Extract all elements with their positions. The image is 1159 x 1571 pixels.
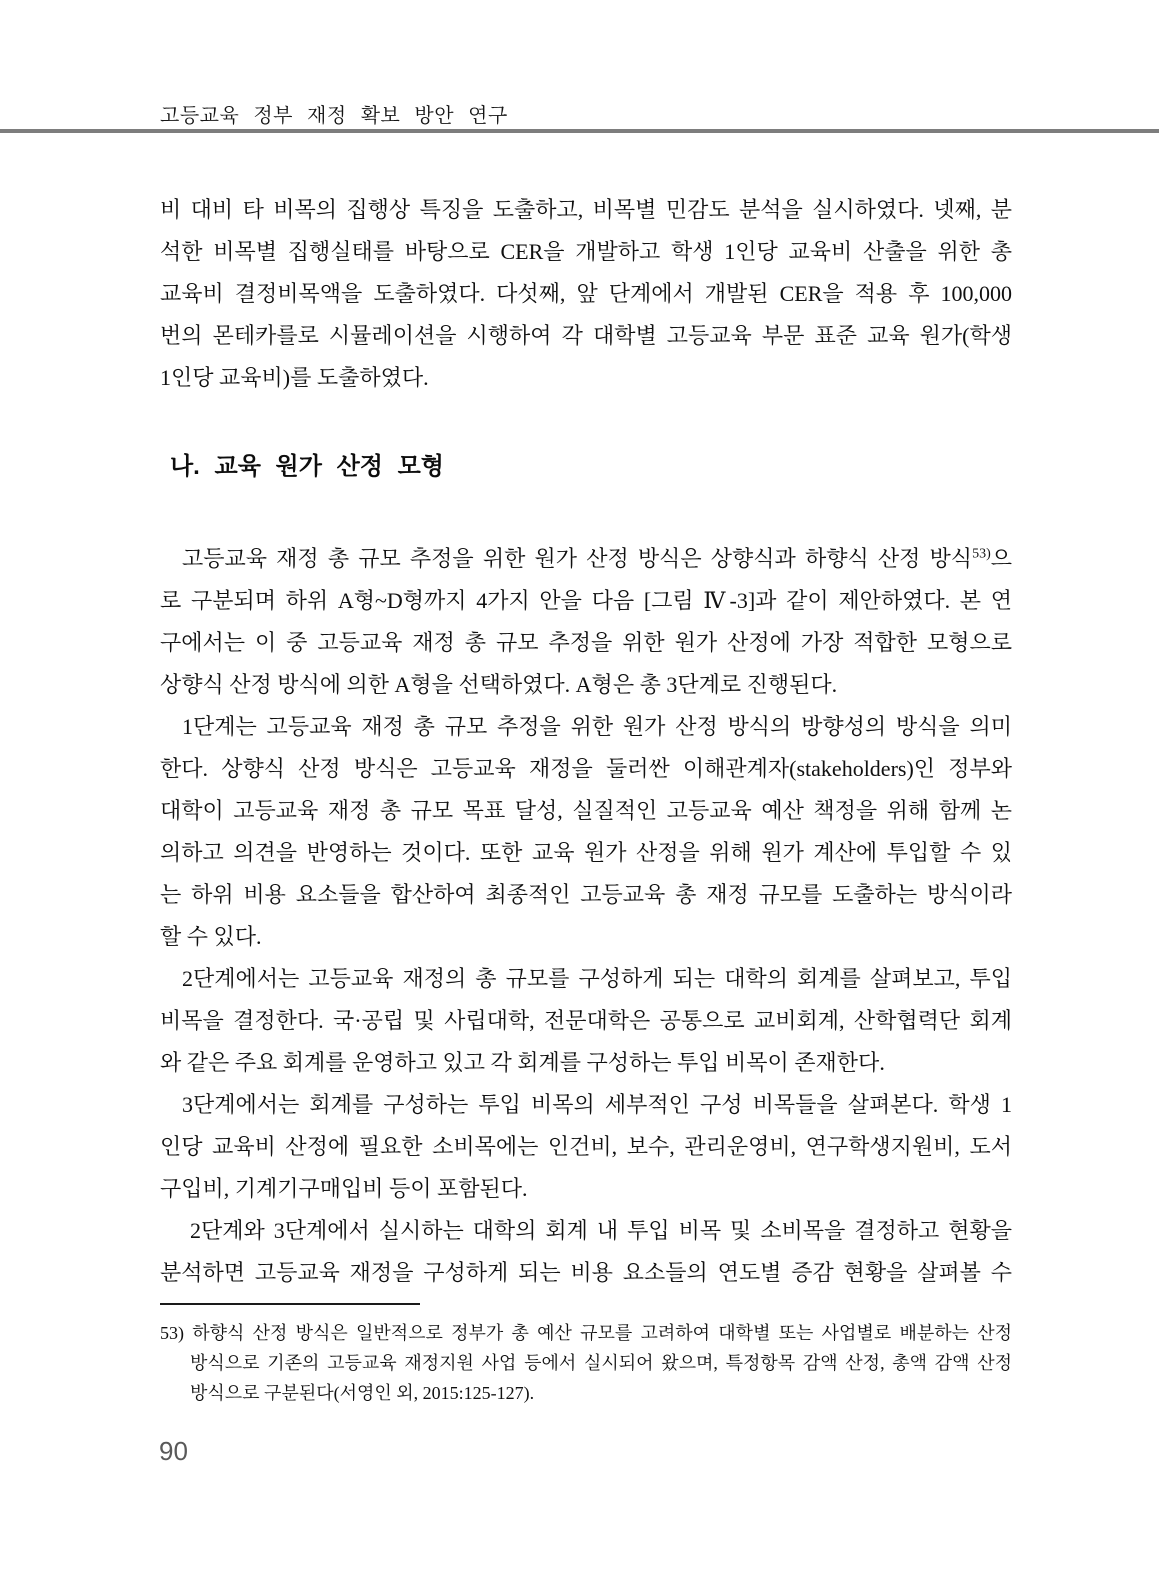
header-rule [0,129,1159,133]
text-line: 는 하위 비용 요소들을 합산하여 최종적인 고등교육 총 재정 규모를 도출하는 방식이라 [160,882,1012,907]
text-line: 한다. 상향식 산정 방식은 고등교육 재정을 둘러싼 이해관계자(stakeholders)인 정부와 [160,756,1012,781]
text-line: 로 구분되며 하위 A형~D형까지 4가지 안을 다음 [그림 Ⅳ-3]과 같이 제안하였다. 본 연 [160,588,1012,613]
text-line: 대학이 고등교육 재정 총 규모 목표 달성, 실질적인 고등교육 예산 책정을 위해 함께 논 [160,798,1012,823]
text-line: 교육비 결정비목액을 도출하였다. 다섯째, 앞 단계에서 개발된 CER을 적용 후 100,000 [160,281,1012,306]
paragraph [160,958,1012,1084]
text-line: 상향식 산정 방식에 의한 A형을 선택하였다. A형은 총 3단계로 진행된다. [160,672,838,697]
footnote-ref: 53) [972,546,991,562]
paragraph [160,538,1012,706]
text-line: 비 대비 타 비목의 집행상 특징을 도출하고, 비목별 민감도 분석을 실시하였다. 넷째, 분 [160,197,1012,222]
text-line: 3단계에서는 회계를 구성하는 투입 비목의 세부적인 구성 비목들을 살펴본다. 학생 1 [182,1092,1012,1117]
page-content [160,189,1012,1408]
text-line: 번의 몬테카를로 시뮬레이션을 시행하여 각 대학별 고등교육 부문 표준 교육 원가(학생 [160,323,1012,348]
text-line: 석한 비목별 집행실태를 바탕으로 CER을 개발하고 학생 1인당 교육비 산출을 위한 총 [160,239,1012,264]
paragraph [160,189,1012,399]
section-paragraphs [160,538,1012,1294]
page-number: 90 [159,1436,188,1466]
footnote-separator [160,1303,420,1305]
text-line: 분석하면 고등교육 재정을 구성하게 되는 비용 요소들의 연도별 증감 현황을 살펴볼 수 [160,1260,1012,1285]
text-line: 와 같은 주요 회계를 운영하고 있고 각 회계를 구성하는 투입 비목이 존재한다. [160,1050,885,1075]
text-line: 1인당 교육비)를 도출하였다. [160,365,429,390]
text-line: 인당 교육비 산정에 필요한 소비목에는 인건비, 보수, 관리운영비, 연구학생지원비, 도서 [160,1134,1012,1159]
text-line: 2단계에서는 고등교육 재정의 총 규모를 구성하게 되는 대학의 회계를 살펴보고, 투입 [182,966,1012,991]
text-line [160,538,1012,580]
footnote-line: 53) 하향식 산정 방식은 일반적으로 정부가 총 예산 규모를 고려하여 대학별 또는 사업별로 배분하는 산정 [160,1323,1012,1343]
section-heading: 나. 교육 원가 산정 모형 [170,453,444,480]
text-line: 의하고 의견을 반영하는 것이다. 또한 교육 원가 산정을 위해 원가 계산에 투입할 수 있 [160,840,1012,865]
footnote-line: 방식으로 기존의 고등교육 재정지원 사업 등에서 실시되어 왔으며, 특정항목 감액 산정, 총액 감액 산정 [190,1353,1012,1373]
text-line: 1단계는 고등교육 재정 총 규모 추정을 위한 원가 산정 방식의 방향성의 방식을 의미 [182,714,1012,739]
footnote [160,1318,1012,1408]
text-line: 구입비, 기계기구매입비 등이 포함된다. [160,1176,528,1201]
running-title: 고등교육 정부 재정 확보 방안 연구 [160,105,508,127]
text-segment: 고등교육 재정 총 규모 추정을 위한 원가 산정 방식은 상향식과 하향식 산정 방식 [182,546,973,571]
paragraph [160,1084,1012,1210]
text-line: 비목을 결정한다. 국·공립 및 사립대학, 전문대학은 공통으로 교비회계, 산학협력단 회계 [160,1008,1012,1033]
footnote-line: 방식으로 구분된다(서영인 외, 2015:125-127). [190,1383,535,1403]
text-segment: 으 [990,546,1012,571]
text-line: 구에서는 이 중 고등교육 재정 총 규모 추정을 위한 원가 산정에 가장 적합한 모형으로 [160,630,1012,655]
text-line: 할 수 있다. [160,924,262,949]
paragraph [160,1210,1012,1294]
intro-paragraphs [160,189,1012,399]
paragraph [160,706,1012,958]
text-line: 2단계와 3단계에서 실시하는 대학의 회계 내 투입 비목 및 소비목을 결정하고 현황을 [190,1218,1012,1243]
